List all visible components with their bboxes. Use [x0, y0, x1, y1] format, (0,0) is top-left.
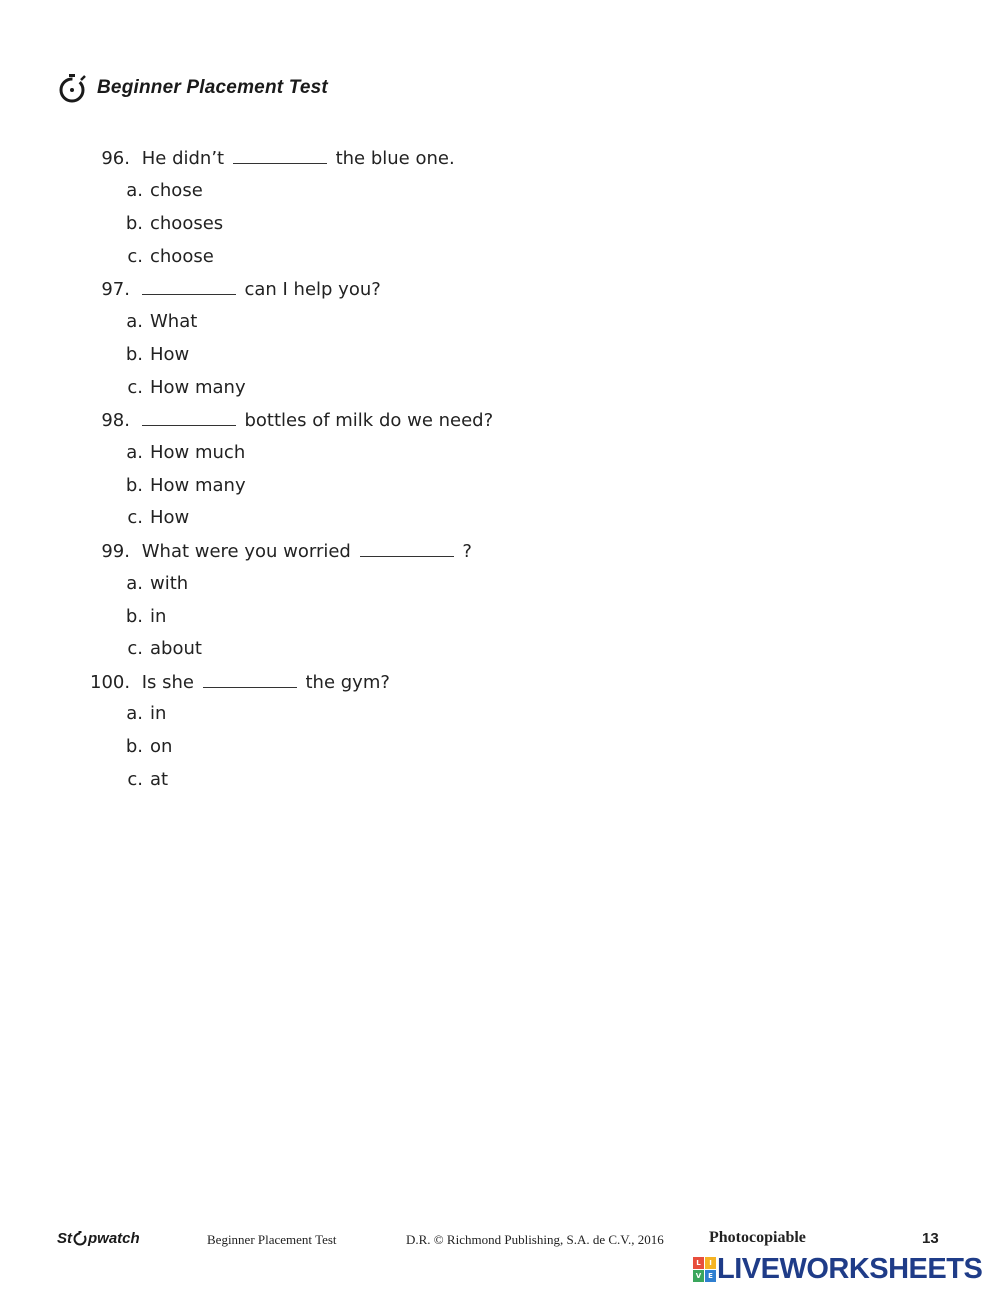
question-99: [98, 540, 472, 563]
logo-text-end: pwatch: [88, 1230, 140, 1247]
option-97-a[interactable]: [123, 311, 197, 333]
option-text: How much: [150, 442, 246, 463]
option-text: in: [150, 703, 167, 724]
option-letter: c.: [127, 507, 143, 528]
footer-copyright: D.R. © Richmond Publishing, S.A. de C.V., 2016: [406, 1232, 664, 1247]
option-99-a[interactable]: [123, 573, 188, 595]
option-letter: b.: [125, 606, 143, 627]
page-footer: [0, 1228, 1000, 1252]
option-letter: c.: [127, 638, 143, 659]
question-97: [98, 278, 381, 301]
option-letter: a.: [126, 573, 143, 594]
option-98-c[interactable]: [123, 507, 189, 529]
logo-text-start: St: [57, 1230, 72, 1247]
option-97-c[interactable]: [123, 377, 246, 399]
option-letter: c.: [127, 246, 143, 267]
question-number: 99.: [101, 541, 130, 562]
answer-blank: [360, 540, 454, 557]
option-text: about: [150, 638, 202, 659]
option-100-c[interactable]: [123, 769, 168, 791]
option-99-c[interactable]: [123, 638, 202, 660]
question-text-after: ?: [462, 541, 472, 562]
option-letter: a.: [126, 311, 143, 332]
stopwatch-icon: [57, 71, 91, 105]
option-text: How: [150, 507, 190, 528]
question-text-after: bottles of milk do we need?: [244, 410, 494, 431]
question-98: [98, 409, 493, 432]
tile-letter: V: [693, 1270, 704, 1282]
answer-blank: [142, 409, 236, 426]
option-text: How: [150, 344, 190, 365]
option-98-b[interactable]: [123, 475, 246, 497]
watermark-text: LIVEWORKSHEETS: [717, 1252, 983, 1285]
tile-letter: E: [705, 1270, 716, 1282]
option-text: chose: [150, 180, 203, 201]
liveworksheets-watermark: [693, 1254, 982, 1284]
option-letter: a.: [126, 180, 143, 201]
page-header: [57, 68, 328, 108]
option-text: on: [150, 736, 173, 757]
option-text: How many: [150, 475, 246, 496]
question-text-before: What were you worried: [141, 541, 351, 562]
option-text: What: [150, 311, 198, 332]
option-letter: b.: [125, 736, 143, 757]
option-letter: b.: [125, 213, 143, 234]
liveworksheets-icon: [693, 1257, 715, 1281]
option-letter: c.: [127, 377, 143, 398]
option-letter: b.: [125, 475, 143, 496]
option-text: choose: [150, 246, 214, 267]
footer-photocopiable: Photocopiable: [709, 1229, 806, 1246]
option-text: in: [150, 606, 167, 627]
tile-letter: I: [705, 1257, 716, 1269]
option-letter: c.: [127, 769, 143, 790]
question-number: 97.: [101, 279, 130, 300]
page-title: Beginner Placement Test: [97, 77, 328, 98]
page-number: 13: [922, 1230, 939, 1247]
question-100: [90, 671, 390, 694]
question-number: 96.: [101, 148, 130, 169]
question-96: [98, 147, 455, 170]
question-text-after: the gym?: [305, 672, 390, 693]
option-96-c[interactable]: [123, 246, 214, 268]
question-number: 100.: [90, 672, 131, 693]
option-98-a[interactable]: [123, 442, 245, 464]
option-97-b[interactable]: [123, 344, 189, 366]
stopwatch-icon: [72, 1230, 88, 1246]
question-number: 98.: [101, 410, 130, 431]
option-99-b[interactable]: [123, 606, 166, 628]
question-text-after: the blue one.: [335, 148, 455, 169]
option-text: chooses: [150, 213, 224, 234]
question-text-before: He didn’t: [141, 148, 225, 169]
option-96-a[interactable]: [123, 180, 203, 202]
answer-blank: [233, 147, 327, 164]
option-letter: a.: [126, 442, 143, 463]
answer-blank: [203, 671, 297, 688]
option-100-b[interactable]: [123, 736, 172, 758]
answer-blank: [142, 278, 236, 295]
option-text: at: [150, 769, 169, 790]
tile-letter: L: [693, 1257, 704, 1269]
option-100-a[interactable]: [123, 703, 166, 725]
option-text: How many: [150, 377, 246, 398]
option-letter: a.: [126, 703, 143, 724]
question-text-before: Is she: [141, 672, 195, 693]
option-letter: b.: [125, 344, 143, 365]
question-text-after: can I help you?: [244, 279, 381, 300]
option-96-b[interactable]: [123, 213, 223, 235]
stopwatch-logo: [57, 1230, 140, 1247]
footer-test-name: Beginner Placement Test: [207, 1232, 337, 1247]
option-text: with: [150, 573, 189, 594]
